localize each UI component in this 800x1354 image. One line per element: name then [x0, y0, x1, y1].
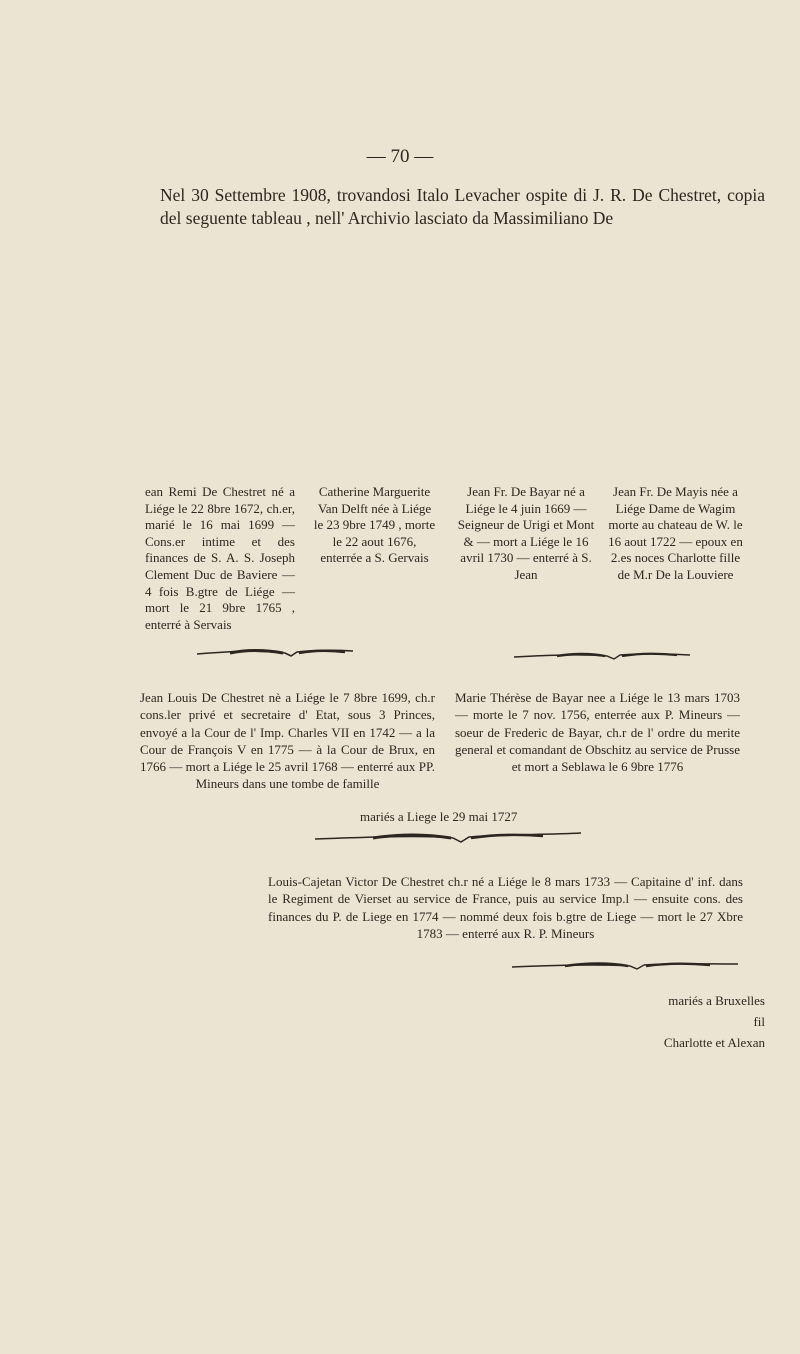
swash-divider — [313, 829, 583, 845]
marriage-liege: mariés a Liege le 29 mai 1727 — [360, 809, 518, 824]
entry-jean-remi: ean Remi De Chestret né a Liége le 22 8bre 1672, ch.er, marié le 16 mai 1699 — Cons.er intime et des finances de S. A. S. Joseph Clement Duc de Baviere — 4 fois B.gtre de Liége — mort le 21 9bre 1765 , enterré à Servais — [145, 484, 295, 632]
intro-paragraph: Nel 30 Settembre 1908, trovandosi Italo Levacher ospite di J. R. De Chestret, copia del seguente tableau , nell' Archivio lasciato da Massimiliano De — [160, 185, 765, 228]
entry-jean-louis: Jean Louis De Chestret nè a Liége le 7 8bre 1699, ch.r cons.ler privé et secretaire d' Etat, sous 3 Princes, envoyé a la Cour de l' Imp. Charles VII en 1742 — a la Cour de François V en 1775 — à la Cour de Brux, en 1766 — mort a Liége le 25 avril 1768 — enterré aux PP. Mineurs dans une tombe de famille — [140, 690, 435, 792]
entry-jean-fr-bayar: Jean Fr. De Bayar né a Liége le 4 juin 1669 — Seigneur de Urigi et Mont & — mort a Liége le 16 avril 1730 — enterré à S. Jean — [457, 484, 595, 582]
entry-catherine: Catherine Marguerite Van Delft née à Liége le 23 9bre 1749 , morte le 22 aout 1676, enterrée a S. Gervais — [313, 484, 436, 566]
swash-divider — [512, 648, 692, 662]
page-number: — 70 — — [366, 146, 434, 167]
entry-jean-fr-mayis: Jean Fr. De Mayis née a Liége Dame de Wagim morte au chateau de W. le 16 aout 1722 — epoux en 2.es noces Charlotte fille de M.r De la Louviere — [608, 484, 743, 582]
marriage-bruxelles: mariés a Bruxelles — [668, 993, 765, 1008]
entry-marie-therese: Marie Thérèse de Bayar nee a Liége le 13 mars 1703 — morte le 7 nov. 1756, enterrée aux P. Mineurs — soeur de Frederic de Bayar, ch.r de l' ordre du merite general et comandant de Obschitz au service de Prusse et mort a Seblawa le 6 9bre 1776 — [455, 690, 740, 775]
marriage-bruxelles-block — [560, 990, 765, 1053]
swash-divider — [195, 645, 355, 659]
fil-label: fil — [753, 1014, 765, 1029]
swash-divider — [510, 958, 740, 972]
entry-louis-cajetan: Louis-Cajetan Victor De Chestret ch.r né a Liége le 8 mars 1733 — Capitaine d' inf. dans le Regiment de Vierset au service de France, puis au service Imp.l — ensuite cons. des finances du P. de Liege en 1774 — nommé deux fois b.gtre de Liege — mort le 27 Xbre 1783 — enterré aux R. P. Mineurs — [268, 874, 743, 941]
entry-charlotte: Charlotte et Alexan — [663, 1035, 765, 1050]
